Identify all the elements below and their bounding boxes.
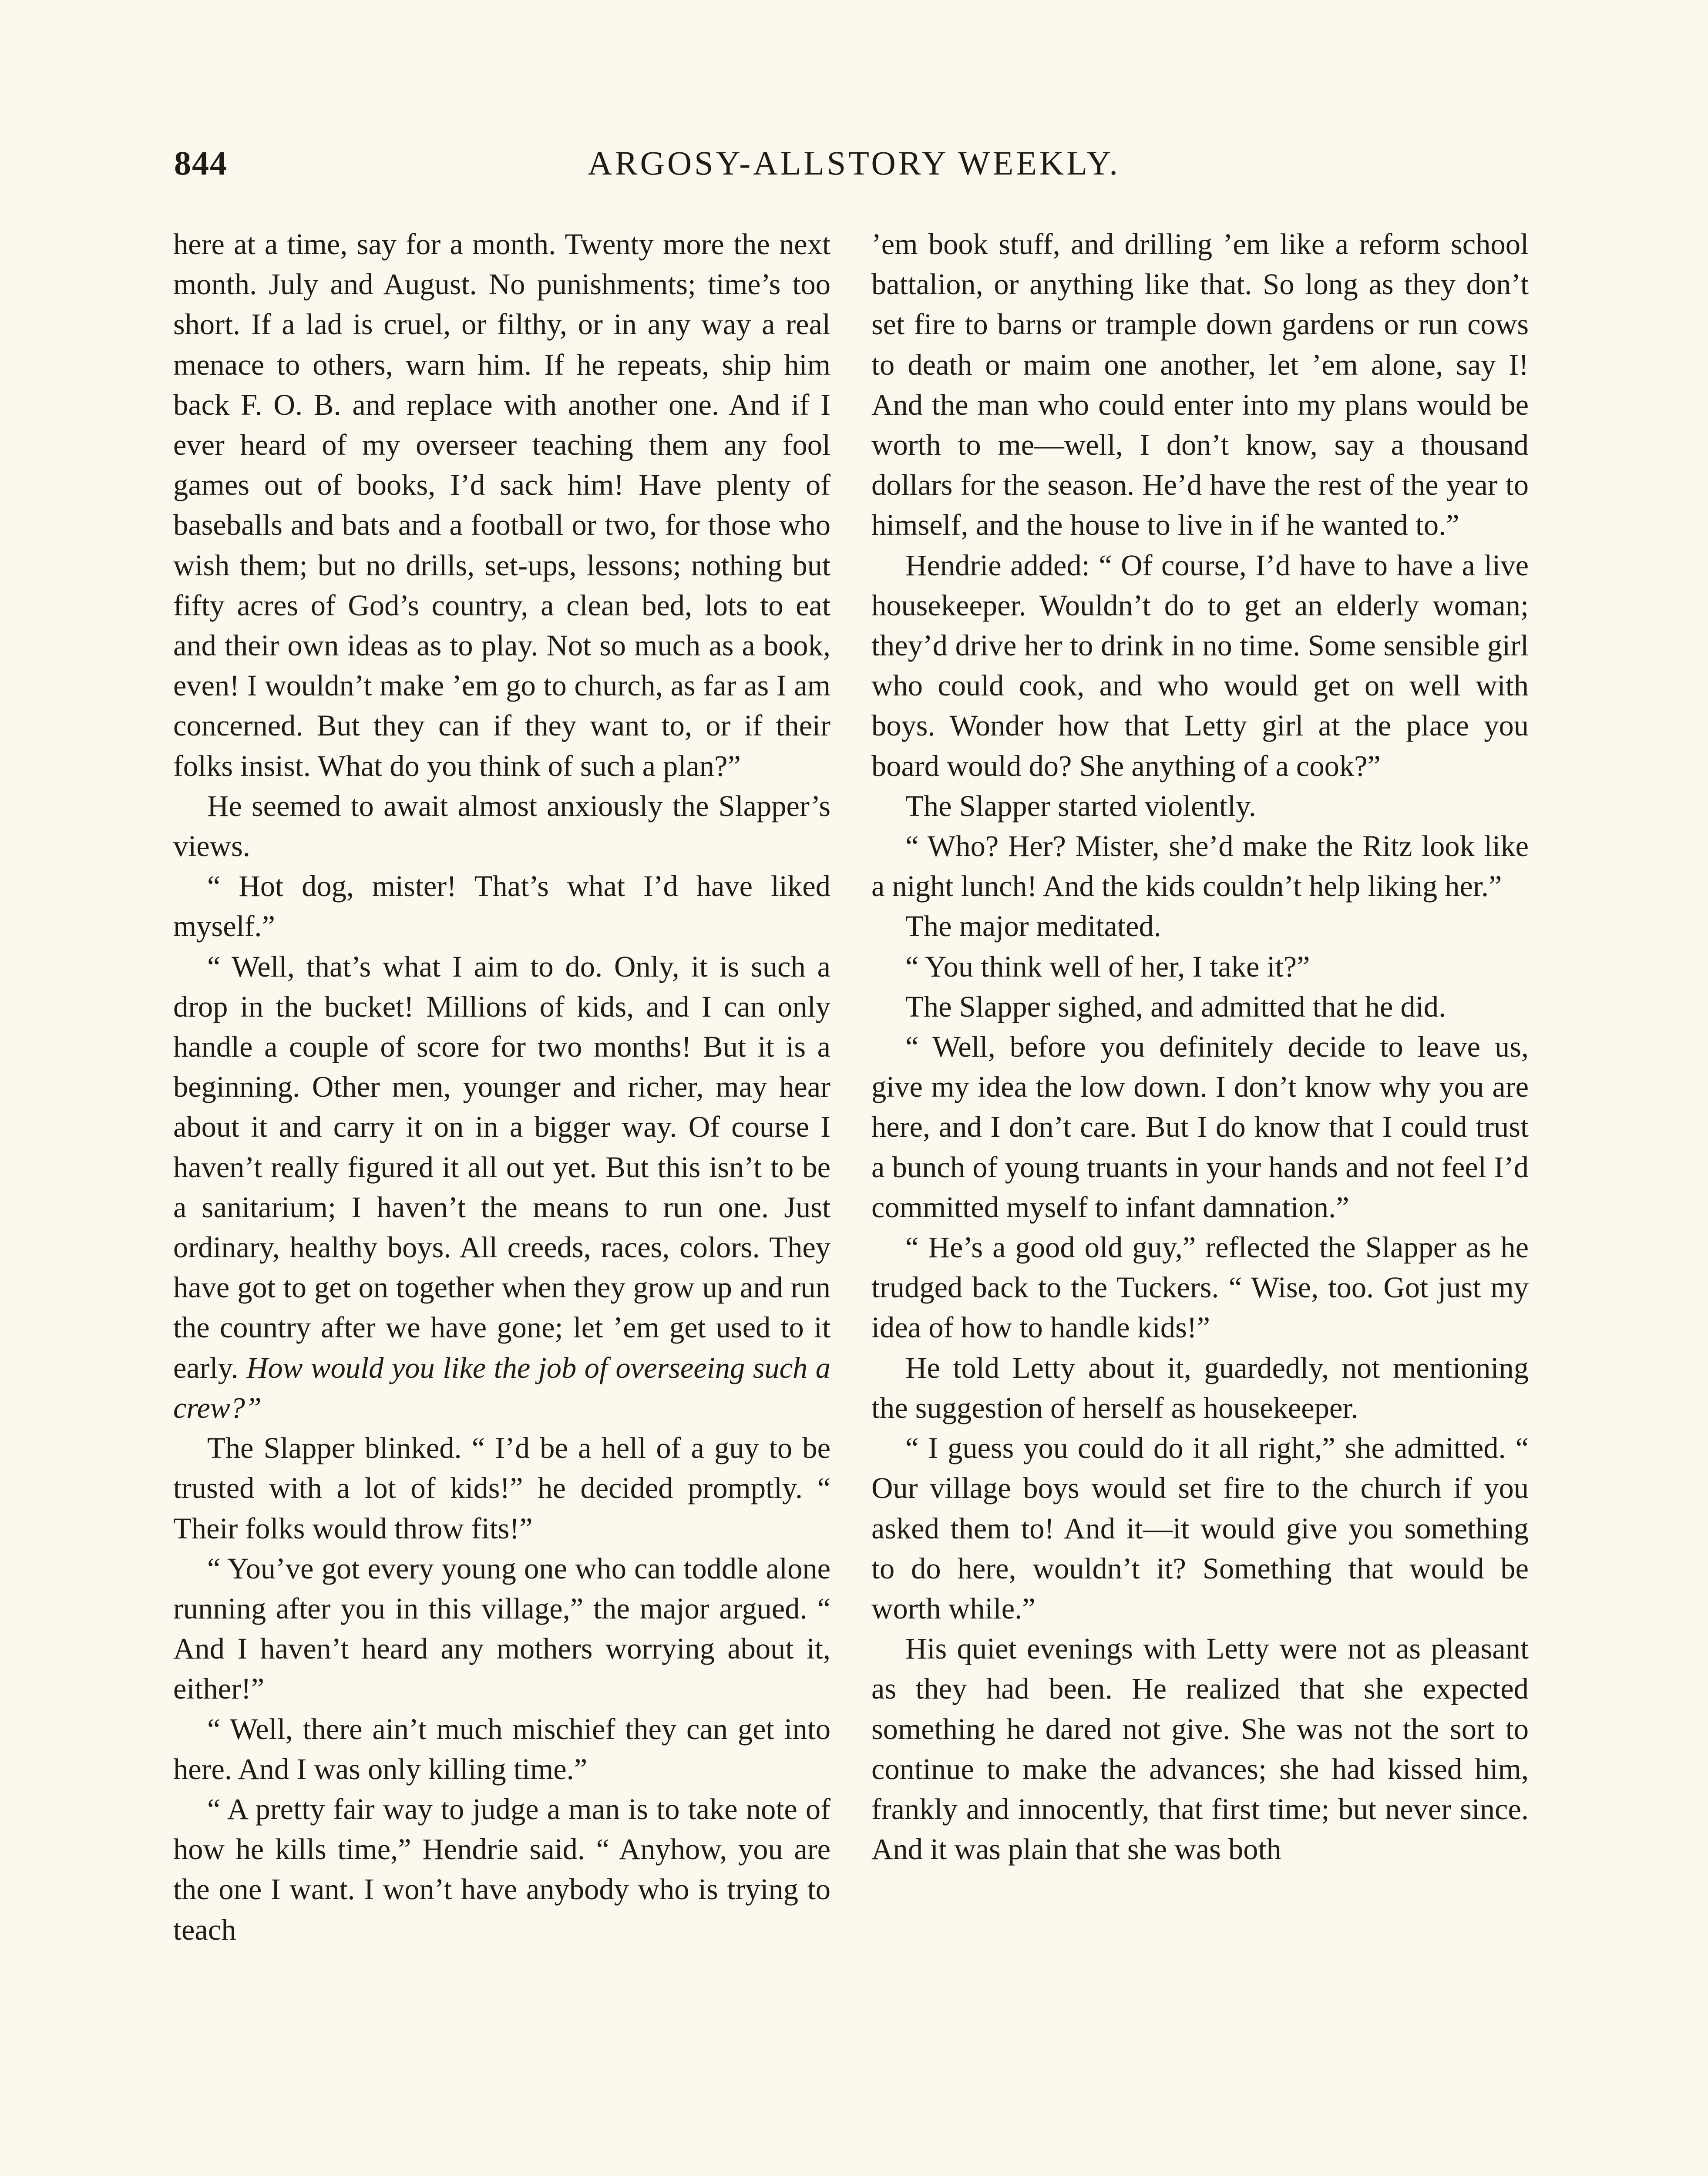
paragraph: “ A pretty fair way to judge a man is to take note of how he kills time,” Hendrie said. “ Anyhow, you are the one I want. I won’t have anybody who is trying to teach [173,1792,830,1946]
paragraph: He told Letty about it, guardedly, not mentioning the suggestion of herself as housekeeper. [871,1351,1529,1424]
paragraph: “ Well, there ain’t much mischief they can get into here. And I was only killing time.” [173,1712,830,1786]
paragraph: “ Well, before you definitely decide to leave us, give my idea the low down. I don’t know why you are here, and I don’t care. But I do know that I could trust a bunch of young truants in your hands and not feel I’d committed myself to infant damnation.” [871,1030,1529,1224]
paragraph-text: “ Well, that’s what I aim to do. Only, it is such a drop in the bucket! Millions of kids, and I can only handle a couple of score for two months! But it is a beginning. Other men, younger and richer, may hear about it and carry it on in a bigger way. Of course I haven’t really figured it all out yet. But this isn’t to be a sanitarium; I haven’t the means to run one. Just ordinary, healthy boys. All creeds, races, colors. They have got to get on together when they grow up and run the country after we have gone; let ’em get used to it early. [173,950,830,1384]
right-column [871,224,1529,1869]
paragraph: “ You think well of her, I take it?” [905,950,1310,983]
paragraph: “ I guess you could do it all right,” she admitted. “ Our village boys would set fire to the church if you asked them to! And it—it would give you something to do here, wouldn’t it? Something that would be worth while.” [871,1431,1529,1625]
paragraph: The major meditated. [905,910,1161,943]
paragraph: He seemed to await almost anxiously the Slapper’s views. [173,789,830,863]
paragraph: here at a time, say for a month. Twenty more the next month. July and August. No punishments; time’s too short. If a lad is cruel, or filthy, or in any way a real menace to others, warn him. If he repeats, ship him back F. O. B. and replace with another one. And if I ever heard of my overseer teaching them any fool games out of books, I’d sack him! Have plenty of baseballs and bats and a football or two, for those who wish them; but no drills, set-ups, lessons; nothing but fifty acres of God’s country, a clean bed, lots to eat and their own ideas as to play. Not so much as a book, even! I wouldn’t make ’em go to church, as far as I am concerned. But they can if they want to, or if their folks insist. What do you think of such a plan?” [173,228,830,782]
running-head: ARGOSY-ALLSTORY WEEKLY. [588,144,1120,182]
paragraph: ’em book stuff, and drilling ’em like a reform school battalion, or anything like that. So long as they don’t set fire to barns or trample down gardens or run cows to death or maim one another, let ’em alone, say I! And the man who could enter into my plans would be worth to me—well, I don’t know, say a thousand dollars for the season. He’d have the rest of the year to himself, and the house to live in if he wanted to.” [871,228,1529,542]
paragraph: His quiet evenings with Letty were not as pleasant as they had been. He realized that she expected something he dared not give. She was not the sort to continue to make the advances; she had kissed him, frankly and innocently, that first time; but never since. And it was plain that she was both [871,1632,1529,1866]
paragraph: “ He’s a good old guy,” reflected the Slapper as he trudged back to the Tuckers. “ Wise, too. Got just my idea of how to handle kids!” [871,1231,1529,1344]
italic-text: How would you like the job of overseeing such a crew?” [173,1351,831,1424]
paragraph: The Slapper sighed, and admitted that he did. [905,990,1446,1023]
paragraph [173,947,830,1428]
paragraph: The Slapper blinked. “ I’d be a hell of a guy to be trusted with a lot of kids!” he decided promptly. “ Their folks would throw fits!” [173,1431,830,1545]
paragraph: The Slapper started violently. [905,789,1256,823]
page-number: 844 [174,144,228,182]
paragraph: “ Hot dog, mister! That’s what I’d have liked myself.” [173,870,830,943]
left-column [173,224,830,1950]
paragraph: Hendrie added: “ Of course, I’d have to have a live housekeeper. Wouldn’t do to get an elderly woman; they’d drive her to drink in no time. Some sensible girl who could cook, and who would get on well with boys. Wonder how that Letty girl at the place you board would do? She anything of a cook?” [871,548,1529,782]
paragraph: “ You’ve got every young one who can toddle alone running after you in this village,” the major argued. “ And I haven’t heard any mothers worrying about it, either!” [173,1551,830,1706]
paragraph: “ Who? Her? Mister, she’d make the Ritz look like a night lunch! And the kids couldn’t help liking her.” [871,829,1529,903]
